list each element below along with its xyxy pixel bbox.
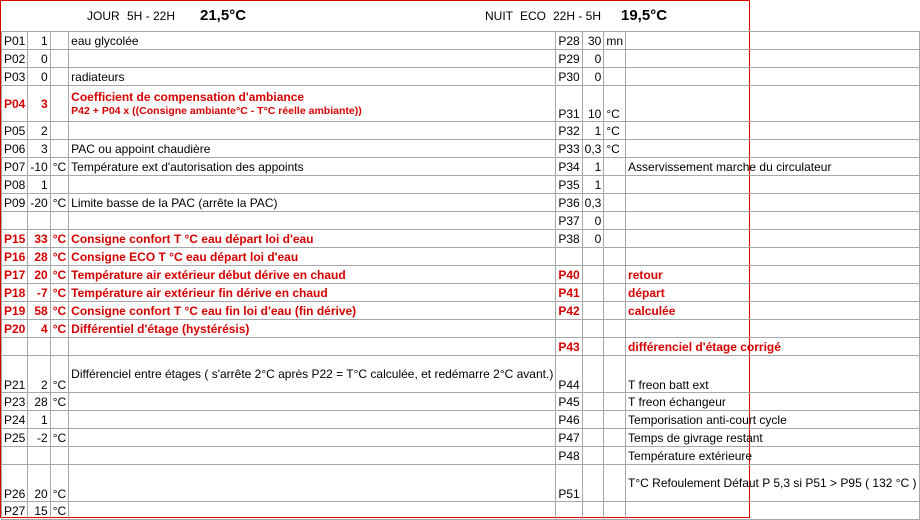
parameter-table [1, 31, 920, 520]
left-param-code: P09 [2, 194, 28, 212]
left-param-description [69, 50, 556, 68]
right-param-description [626, 32, 920, 50]
left-param-description [69, 447, 556, 465]
right-param-value [582, 248, 604, 266]
right-param-description [626, 502, 920, 520]
table-row [2, 502, 920, 520]
left-param-value: 28 [28, 248, 50, 266]
left-param-value [28, 447, 50, 465]
right-param-unit [604, 248, 626, 266]
left-param-value: 15 [28, 502, 50, 520]
right-param-code: P47 [556, 429, 582, 447]
left-param-value: 2 [28, 122, 50, 140]
left-param-unit: °C [50, 284, 68, 302]
left-param-value: 58 [28, 302, 50, 320]
left-param-code [2, 447, 28, 465]
table-row [2, 284, 920, 302]
right-param-unit [604, 356, 626, 393]
right-param-description: Asservissement marche du circulateur [626, 158, 920, 176]
right-param-value [582, 302, 604, 320]
left-param-description [69, 411, 556, 429]
right-param-value [582, 393, 604, 411]
right-param-unit [604, 302, 626, 320]
right-param-value [582, 338, 604, 356]
left-param-code: P17 [2, 266, 28, 284]
right-param-value: 1 [582, 158, 604, 176]
left-param-unit: °C [50, 429, 68, 447]
right-param-unit [604, 411, 626, 429]
table-row [2, 230, 920, 248]
left-param-code: P23 [2, 393, 28, 411]
left-param-code [2, 338, 28, 356]
table-row [2, 212, 920, 230]
left-param-description [69, 465, 556, 502]
left-param-unit: °C [50, 158, 68, 176]
left-param-value: -7 [28, 284, 50, 302]
right-param-description [626, 176, 920, 194]
night-mode: ECO [520, 9, 547, 23]
left-param-value: -10 [28, 158, 50, 176]
left-param-code: P19 [2, 302, 28, 320]
table-row [2, 393, 920, 411]
right-param-value [582, 266, 604, 284]
left-param-description [69, 502, 556, 520]
right-param-unit [604, 68, 626, 86]
left-param-description [69, 429, 556, 447]
right-param-code: P48 [556, 447, 582, 465]
right-param-unit: °C [604, 140, 626, 158]
left-param-code: P06 [2, 140, 28, 158]
left-param-unit: °C [50, 502, 68, 520]
left-param-value: 20 [28, 465, 50, 502]
left-param-value: 0 [28, 68, 50, 86]
right-param-description: Temps de givrage restant [626, 429, 920, 447]
left-param-unit [50, 86, 68, 122]
right-param-code: P33 [556, 140, 582, 158]
left-param-unit [50, 140, 68, 158]
left-param-value: 3 [28, 140, 50, 158]
left-param-value: 0 [28, 50, 50, 68]
right-param-code: P42 [556, 302, 582, 320]
table-row [2, 158, 920, 176]
right-param-value [582, 429, 604, 447]
left-param-description: Température air extérieur fin dérive en chaud [69, 284, 556, 302]
right-param-value [582, 447, 604, 465]
left-param-unit: °C [50, 266, 68, 284]
right-param-code: P31 [556, 86, 582, 122]
compensation-title: Coefficient de compensation d'ambiance [71, 89, 305, 104]
left-param-code: P26 [2, 465, 28, 502]
left-param-value: 33 [28, 230, 50, 248]
right-param-unit [604, 230, 626, 248]
table-row [2, 50, 920, 68]
left-param-description: Température ext d'autorisation des appoints [69, 158, 556, 176]
right-param-value [582, 465, 604, 502]
left-param-code: P15 [2, 230, 28, 248]
left-param-code: P21 [2, 356, 28, 393]
right-param-value: 10 [582, 86, 604, 122]
left-param-code: P05 [2, 122, 28, 140]
left-param-description: Consigne confort T °C eau fin loi d'eau (fin dérive) [69, 302, 556, 320]
right-param-unit [604, 50, 626, 68]
right-param-description: Température extérieure [626, 447, 920, 465]
table-row [2, 266, 920, 284]
left-param-description: radiateurs [69, 68, 556, 86]
right-param-description [626, 230, 920, 248]
right-param-value [582, 502, 604, 520]
left-param-unit [50, 50, 68, 68]
table-row [2, 411, 920, 429]
right-param-unit: mn [604, 32, 626, 50]
right-param-value: 30 [582, 32, 604, 50]
left-param-unit: °C [50, 302, 68, 320]
right-param-code: P29 [556, 50, 582, 68]
right-param-description [626, 122, 920, 140]
right-param-unit [604, 447, 626, 465]
table-row [2, 176, 920, 194]
right-param-description [626, 194, 920, 212]
left-param-value: -2 [28, 429, 50, 447]
left-param-code [2, 212, 28, 230]
left-param-unit: °C [50, 194, 68, 212]
right-param-code [556, 502, 582, 520]
day-label: JOUR [87, 9, 120, 23]
right-param-value [582, 356, 604, 393]
left-param-value: 28 [28, 393, 50, 411]
right-param-unit [604, 320, 626, 338]
left-param-description: eau glycolée [69, 32, 556, 50]
table-row [2, 140, 920, 158]
left-param-unit [50, 68, 68, 86]
right-param-value: 0 [582, 212, 604, 230]
right-param-value: 0 [582, 68, 604, 86]
right-param-value [582, 411, 604, 429]
left-param-code: P07 [2, 158, 28, 176]
table-row [2, 447, 920, 465]
left-param-description [69, 122, 556, 140]
right-param-description [626, 86, 920, 122]
left-param-code: P02 [2, 50, 28, 68]
right-param-code: P46 [556, 411, 582, 429]
left-param-unit [50, 338, 68, 356]
left-param-description: PAC ou appoint chaudière [69, 140, 556, 158]
right-param-unit: °C [604, 122, 626, 140]
table-row [2, 68, 920, 86]
right-param-description: retour [626, 266, 920, 284]
left-param-code: P25 [2, 429, 28, 447]
left-param-code: P20 [2, 320, 28, 338]
left-param-unit [50, 411, 68, 429]
left-param-description: Différenciel entre étages ( s'arrête 2°C après P22 = T°C calculée, et redémarre 2°C avant.) [69, 356, 556, 393]
left-param-code: P16 [2, 248, 28, 266]
left-param-unit [50, 447, 68, 465]
right-param-code: P37 [556, 212, 582, 230]
right-param-description: différenciel d'étage corrigé [626, 338, 920, 356]
table-row [2, 302, 920, 320]
right-param-description [626, 320, 920, 338]
right-param-unit [604, 266, 626, 284]
night-hours: 22H - 5H [553, 9, 602, 23]
right-param-description: T°C Refoulement Défaut P 5,3 si P51 > P95 ( 132 °C ) [626, 465, 920, 502]
table-row [2, 320, 920, 338]
right-param-code: P40 [556, 266, 582, 284]
left-param-description [69, 176, 556, 194]
right-param-code: P41 [556, 284, 582, 302]
right-param-description: T freon batt ext [626, 356, 920, 393]
right-param-code [556, 248, 582, 266]
left-param-unit: °C [50, 230, 68, 248]
left-param-description: Consigne confort T °C eau départ loi d'eau [69, 230, 556, 248]
left-param-description: Consigne ECO T °C eau départ loi d'eau [69, 248, 556, 266]
right-param-description: calculée [626, 302, 920, 320]
table-row [2, 465, 920, 502]
right-param-code: P36 [556, 194, 582, 212]
left-param-unit: °C [50, 320, 68, 338]
right-param-code: P38 [556, 230, 582, 248]
left-param-value: 3 [28, 86, 50, 122]
right-param-unit [604, 212, 626, 230]
left-param-code: P03 [2, 68, 28, 86]
right-param-description: T freon échangeur [626, 393, 920, 411]
right-param-unit: °C [604, 86, 626, 122]
right-param-unit [604, 502, 626, 520]
right-param-value [582, 320, 604, 338]
right-param-value: 0 [582, 230, 604, 248]
day-hours: 5H - 22H [127, 9, 176, 23]
left-param-value: 4 [28, 320, 50, 338]
right-param-code: P44 [556, 356, 582, 393]
right-param-value: 0,3 [582, 194, 604, 212]
right-param-code: P32 [556, 122, 582, 140]
left-param-code: P27 [2, 502, 28, 520]
table-row [2, 356, 920, 393]
left-param-code: P24 [2, 411, 28, 429]
right-param-code: P51 [556, 465, 582, 502]
night-label: NUIT [485, 9, 513, 23]
left-param-unit [50, 212, 68, 230]
left-param-code: P01 [2, 32, 28, 50]
right-param-unit [604, 429, 626, 447]
right-param-unit [604, 176, 626, 194]
right-param-description [626, 50, 920, 68]
table-row [2, 32, 920, 50]
header-bar [1, 1, 749, 31]
left-param-code: P08 [2, 176, 28, 194]
right-param-code [556, 320, 582, 338]
left-param-description: Limite basse de la PAC (arrête la PAC) [69, 194, 556, 212]
right-param-value [582, 284, 604, 302]
left-param-value: 20 [28, 266, 50, 284]
left-param-description [69, 338, 556, 356]
left-param-unit [50, 122, 68, 140]
left-param-unit: °C [50, 393, 68, 411]
left-param-value: 2 [28, 356, 50, 393]
table-row [2, 429, 920, 447]
left-param-value: 1 [28, 411, 50, 429]
right-param-value: 1 [582, 122, 604, 140]
table-row [2, 86, 920, 122]
right-param-description: départ [626, 284, 920, 302]
right-param-description [626, 248, 920, 266]
left-param-description [69, 212, 556, 230]
table-row [2, 248, 920, 266]
left-param-unit: °C [50, 248, 68, 266]
right-param-unit [604, 284, 626, 302]
right-param-description: Temporisation anti-court cycle [626, 411, 920, 429]
right-param-code: P30 [556, 68, 582, 86]
table-row [2, 122, 920, 140]
right-param-description [626, 212, 920, 230]
left-param-code: P18 [2, 284, 28, 302]
right-param-code: P28 [556, 32, 582, 50]
night-temperature: 19,5°C [621, 7, 668, 24]
left-param-value: 1 [28, 32, 50, 50]
right-param-value: 0,3 [582, 140, 604, 158]
right-param-unit [604, 194, 626, 212]
left-param-unit: °C [50, 465, 68, 502]
right-param-value: 0 [582, 50, 604, 68]
right-param-value: 1 [582, 176, 604, 194]
right-param-description [626, 68, 920, 86]
day-temperature: 21,5°C [200, 7, 247, 24]
right-param-unit [604, 393, 626, 411]
right-param-unit [604, 465, 626, 502]
compensation-formula: P42 + P04 x ((Consigne ambiante°C - T°C réelle ambiante)) [71, 104, 362, 117]
right-param-unit [604, 338, 626, 356]
left-param-code: P04 [2, 86, 28, 122]
left-param-description: Température air extérieur début dérive en chaud [69, 266, 556, 284]
left-param-description [69, 393, 556, 411]
left-param-value: -20 [28, 194, 50, 212]
left-param-unit [50, 176, 68, 194]
left-param-description [69, 86, 556, 122]
left-param-value: 1 [28, 176, 50, 194]
right-param-unit [604, 158, 626, 176]
left-param-unit [50, 32, 68, 50]
right-param-code: P43 [556, 338, 582, 356]
left-param-description: Différentiel d'étage (hystérésis) [69, 320, 556, 338]
right-param-code: P45 [556, 393, 582, 411]
table-row [2, 194, 920, 212]
right-param-description [626, 140, 920, 158]
right-param-code: P34 [556, 158, 582, 176]
table-row [2, 338, 920, 356]
left-param-value [28, 212, 50, 230]
left-param-unit: °C [50, 356, 68, 393]
right-param-code: P35 [556, 176, 582, 194]
left-param-value [28, 338, 50, 356]
